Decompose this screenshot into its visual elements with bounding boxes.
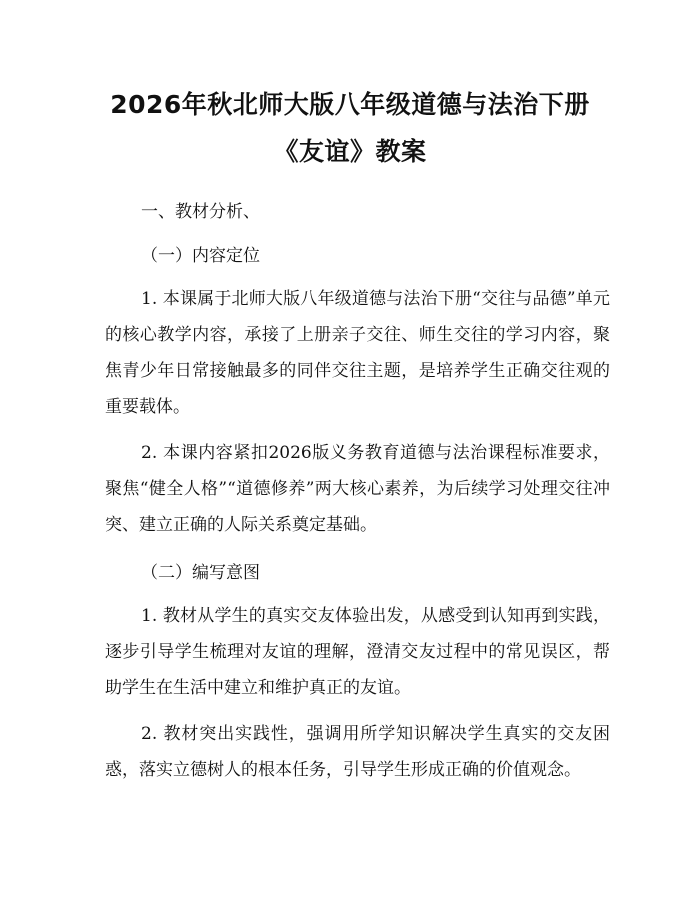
subsection-heading-content-positioning: （一）内容定位 xyxy=(141,246,260,266)
paragraph-content-positioning-1: 1. 本课属于北师大版八年级道德与法治下册“交往与品德”单元的核心教学内容，承接了上册亲子交往、师生交往的学习内容，聚焦青少年日常接触最多的同伴交往主题，是培养学生正确交往观的重要载体。 xyxy=(105,289,610,417)
section-heading-textbook-analysis: 一、教材分析、 xyxy=(141,202,260,222)
paragraph-writing-intent-2: 2. 教材突出实践性，强调用所学知识解决学生真实的交友困惑，落实立德树人的根本任务，引导学生形成正确的价值观念。 xyxy=(105,724,610,780)
paragraph-writing-intent-1: 1. 教材从学生的真实交友体验出发，从感受到认知再到实践，逐步引导学生梳理对友谊的理解，澄清交友过程中的常见误区，帮助学生在生活中建立和维护真正的友谊。 xyxy=(105,606,610,698)
subsection-heading-writing-intent: （二）编写意图 xyxy=(141,563,260,583)
document-title-line-2: 《友谊》教案 xyxy=(273,137,427,166)
document-title-line-1: 2026年秋北师大版八年级道德与法治下册 xyxy=(110,90,590,119)
paragraph-content-positioning-2: 2. 本课内容紧扣2026版义务教育道德与法治课程标准要求，聚焦“健全人格”“道德修养”两大核心素养，为后续学习处理交往冲突、建立正确的人际关系奠定基础。 xyxy=(105,443,610,535)
